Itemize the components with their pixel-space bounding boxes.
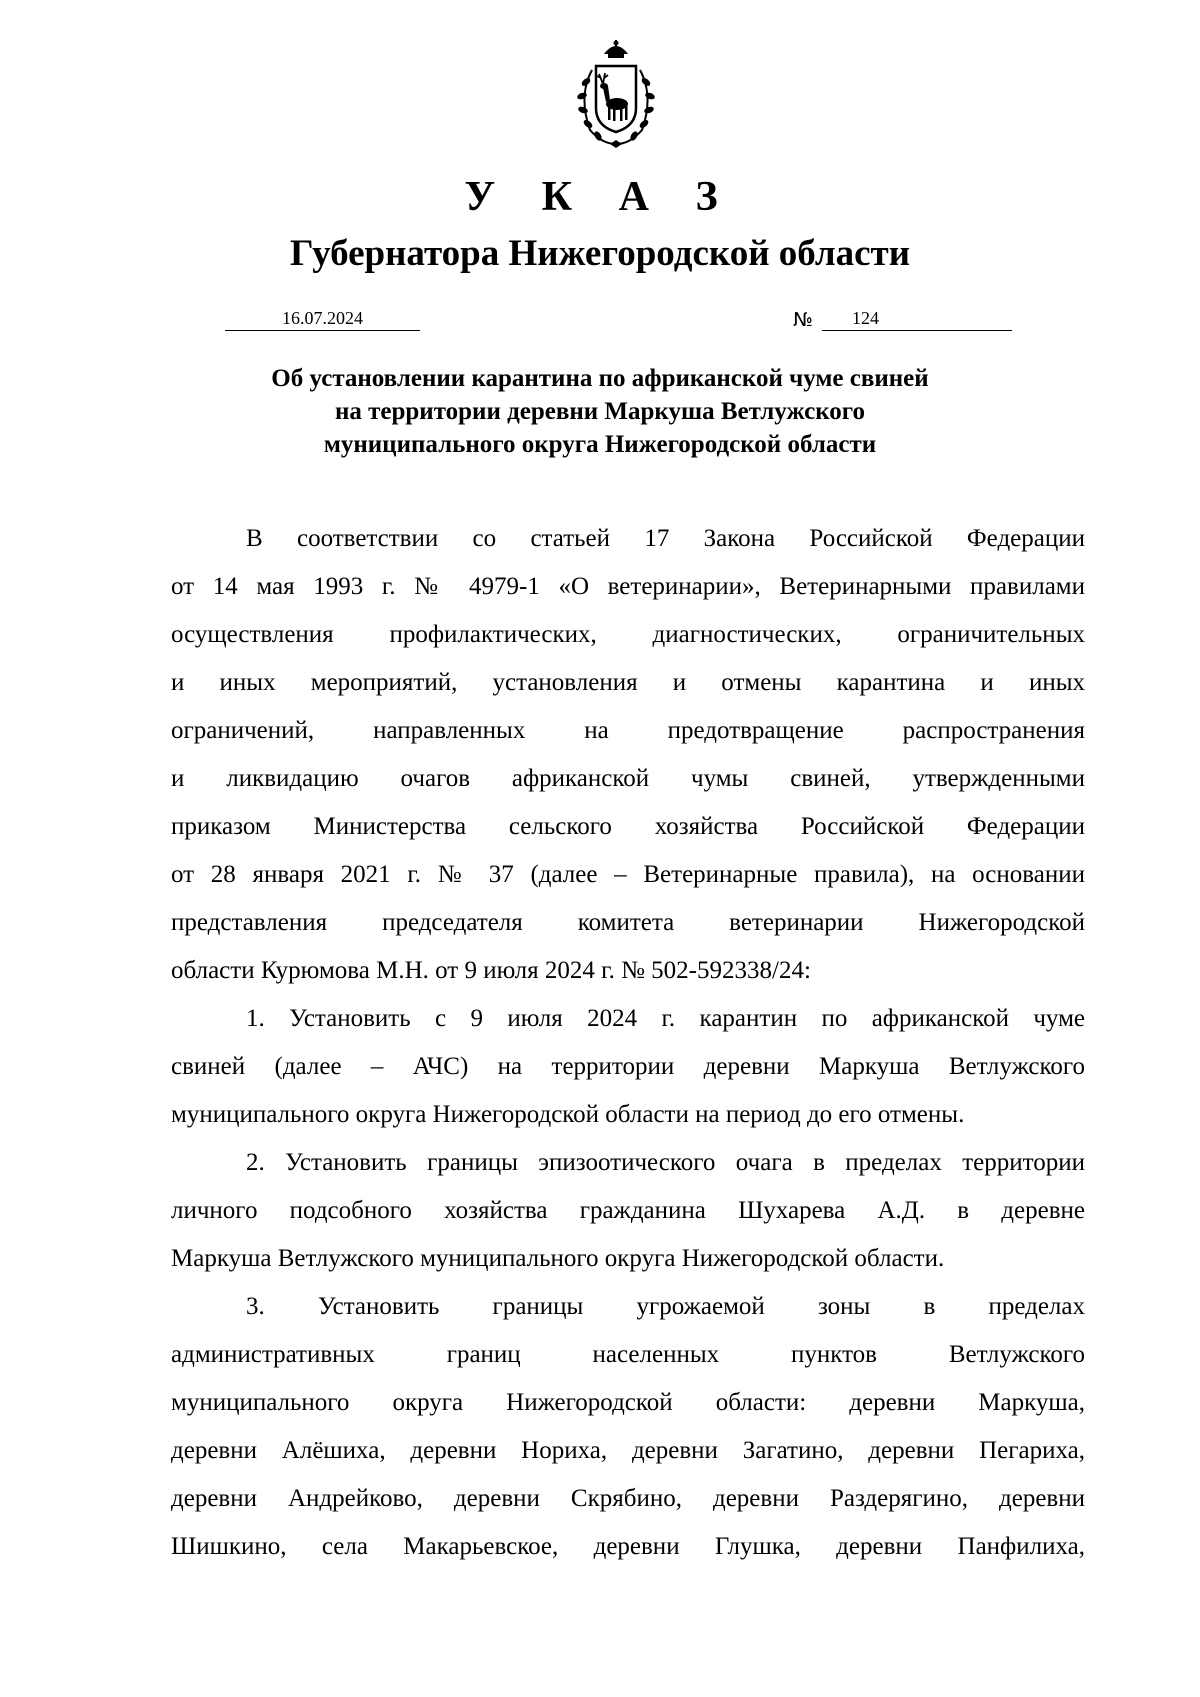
text-line: муниципального округа Нижегородской области: деревни Маркуша,	[171, 1389, 1085, 1416]
text-line: свиней (далее – АЧС) на территории деревни Маркуша Ветлужского	[171, 1053, 1085, 1080]
clause-1-paragraph	[171, 995, 1085, 1139]
number-label: №	[793, 309, 813, 331]
text-line: административных границ населенных пунктов Ветлужского	[171, 1341, 1085, 1368]
text-line: личного подсобного хозяйства гражданина Шухарева А.Д. в деревне	[171, 1197, 1085, 1224]
coat-of-arms-emblem	[570, 40, 662, 150]
text-line: деревни Андрейково, деревни Скрябино, деревни Раздерягино, деревни	[171, 1485, 1085, 1512]
text-line: 3. Установить границы угрожаемой зоны в пределах	[246, 1293, 1085, 1320]
document-type-title: У К А З	[464, 174, 736, 220]
document-date: 16.07.2024	[225, 306, 420, 331]
text-line: представления председателя комитета ветеринарии Нижегородской	[171, 909, 1085, 936]
text-line: 2. Установить границы эпизоотического очага в пределах территории	[246, 1149, 1085, 1176]
clause-3-paragraph	[171, 1283, 1085, 1571]
text-line: 1. Установить с 9 июля 2024 г. карантин по африканской чуме	[246, 1005, 1085, 1032]
text-line: приказом Министерства сельского хозяйства Российской Федерации	[171, 813, 1085, 840]
text-line: В соответствии со статьей 17 Закона Российской Федерации	[246, 525, 1085, 552]
text-line: области Курюмова М.Н. от 9 июля 2024 г. № 502-592338/24:	[171, 957, 811, 984]
document-subject	[0, 362, 1200, 461]
clause-2-paragraph	[171, 1139, 1085, 1283]
text-line: и иных мероприятий, установления и отмены карантина и иных	[171, 669, 1085, 696]
text-line: от 28 января 2021 г. № 37 (далее – Ветеринарные правила), на основании	[171, 861, 1085, 888]
issuer-title: Губернатора Нижегородской области	[289, 233, 911, 274]
document-number: 124	[852, 308, 879, 328]
subject-line: муниципального округа Нижегородской области	[323, 431, 877, 458]
document-body	[171, 515, 1085, 1571]
subject-line: Об установлении карантина по африканской чуме свиней	[271, 365, 929, 392]
text-line: осуществления профилактических, диагностических, ограничительных	[171, 621, 1085, 648]
text-line: и ликвидацию очагов африканской чумы свиней, утвержденными	[171, 765, 1085, 792]
text-line: муниципального округа Нижегородской области на период до его отмены.	[171, 1101, 965, 1128]
text-line: Шишкино, села Макарьевское, деревни Глушка, деревни Панфилиха,	[171, 1533, 1085, 1560]
text-line: ограничений, направленных на предотвращение распространения	[171, 717, 1085, 744]
text-line: от 14 мая 1993 г. № 4979-1 «О ветеринарии», Ветеринарными правилами	[171, 573, 1085, 600]
preamble-paragraph	[171, 515, 1085, 995]
subject-line: на территории деревни Маркуша Ветлужского	[334, 398, 866, 425]
document-number-field	[822, 306, 1012, 331]
text-line: Маркуша Ветлужского муниципального округа Нижегородской области.	[171, 1245, 945, 1272]
text-line: деревни Алёшиха, деревни Нориха, деревни Загатино, деревни Пегариха,	[171, 1437, 1085, 1464]
